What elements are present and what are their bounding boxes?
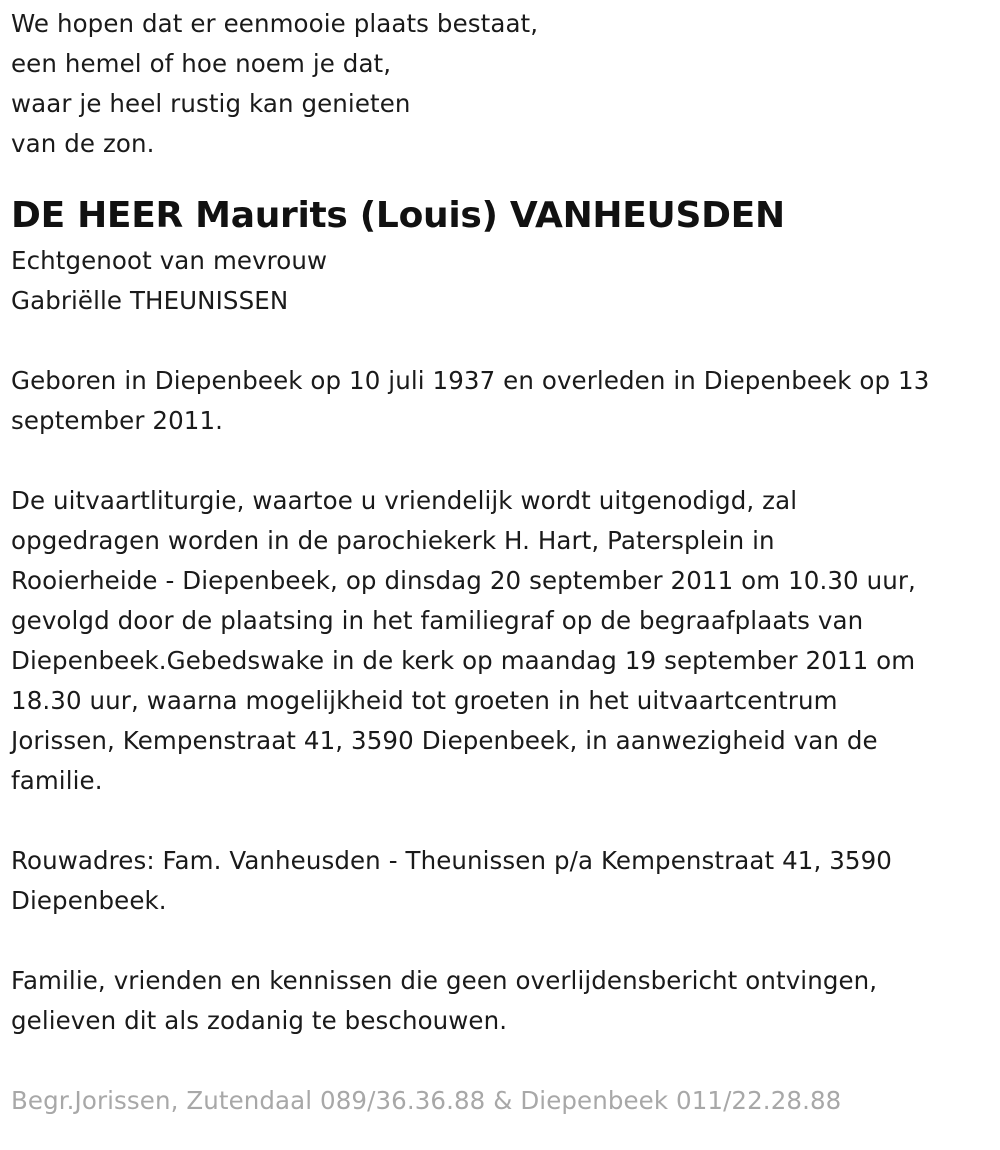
notice-line: gelieven dit als zodanig te beschouwen. [11, 1006, 508, 1035]
poem-line: van de zon. [11, 129, 155, 158]
funeral-home-footer: Begr.Jorissen, Zutendaal 089/36.36.88 & Diepenbeek 011/22.28.88 [11, 1086, 842, 1115]
notice [11, 961, 986, 1041]
birth-death-line: september 2011. [11, 406, 224, 435]
funeral-line: opgedragen worden in de parochiekerk H. Hart, Patersplein in [11, 526, 775, 555]
poem-line: We hopen dat er eenmooie plaats bestaat, [11, 9, 539, 38]
spacer [11, 321, 986, 361]
funeral-line: gevolgd door de plaatsing in het familiegraf op de begraafplaats van [11, 606, 864, 635]
funeral-details [11, 481, 986, 801]
mourning-address-line: Rouwadres: Fam. Vanheusden - Theunissen p/a Kempenstraat 41, 3590 [11, 846, 892, 875]
spacer [11, 921, 986, 961]
funeral-line: Diepenbeek.Gebedswake in de kerk op maandag 19 september 2011 om [11, 646, 916, 675]
funeral-line: Rooierheide - Diepenbeek, op dinsdag 20 september 2011 om 10.30 uur, [11, 566, 916, 595]
obituary-notice [11, 4, 986, 1121]
spacer [11, 801, 986, 841]
deceased-name: DE HEER Maurits (Louis) VANHEUSDEN [11, 195, 785, 236]
poem-line: een hemel of hoe noem je dat, [11, 49, 392, 78]
funeral-line: familie. [11, 766, 103, 795]
spacer [11, 441, 986, 481]
funeral-line: 18.30 uur, waarna mogelijkheid tot groeten in het uitvaartcentrum [11, 686, 838, 715]
spouse-line: Gabriëlle THEUNISSEN [11, 286, 289, 315]
spouse-line: Echtgenoot van mevrouw [11, 246, 328, 275]
spacer [11, 1041, 986, 1081]
mourning-address-line: Diepenbeek. [11, 886, 167, 915]
mourning-address [11, 841, 986, 921]
spouse-info [11, 241, 986, 321]
funeral-line: Jorissen, Kempenstraat 41, 3590 Diepenbeek, in aanwezigheid van de [11, 726, 878, 755]
birth-death-line: Geboren in Diepenbeek op 10 juli 1937 en overleden in Diepenbeek op 13 [11, 366, 930, 395]
poem-line: waar je heel rustig kan genieten [11, 89, 411, 118]
funeral-line: De uitvaartliturgie, waartoe u vriendelijk wordt uitgenodigd, zal [11, 486, 798, 515]
poem [11, 4, 986, 164]
birth-death-info [11, 361, 986, 441]
notice-line: Familie, vrienden en kennissen die geen overlijdensbericht ontvingen, [11, 966, 878, 995]
